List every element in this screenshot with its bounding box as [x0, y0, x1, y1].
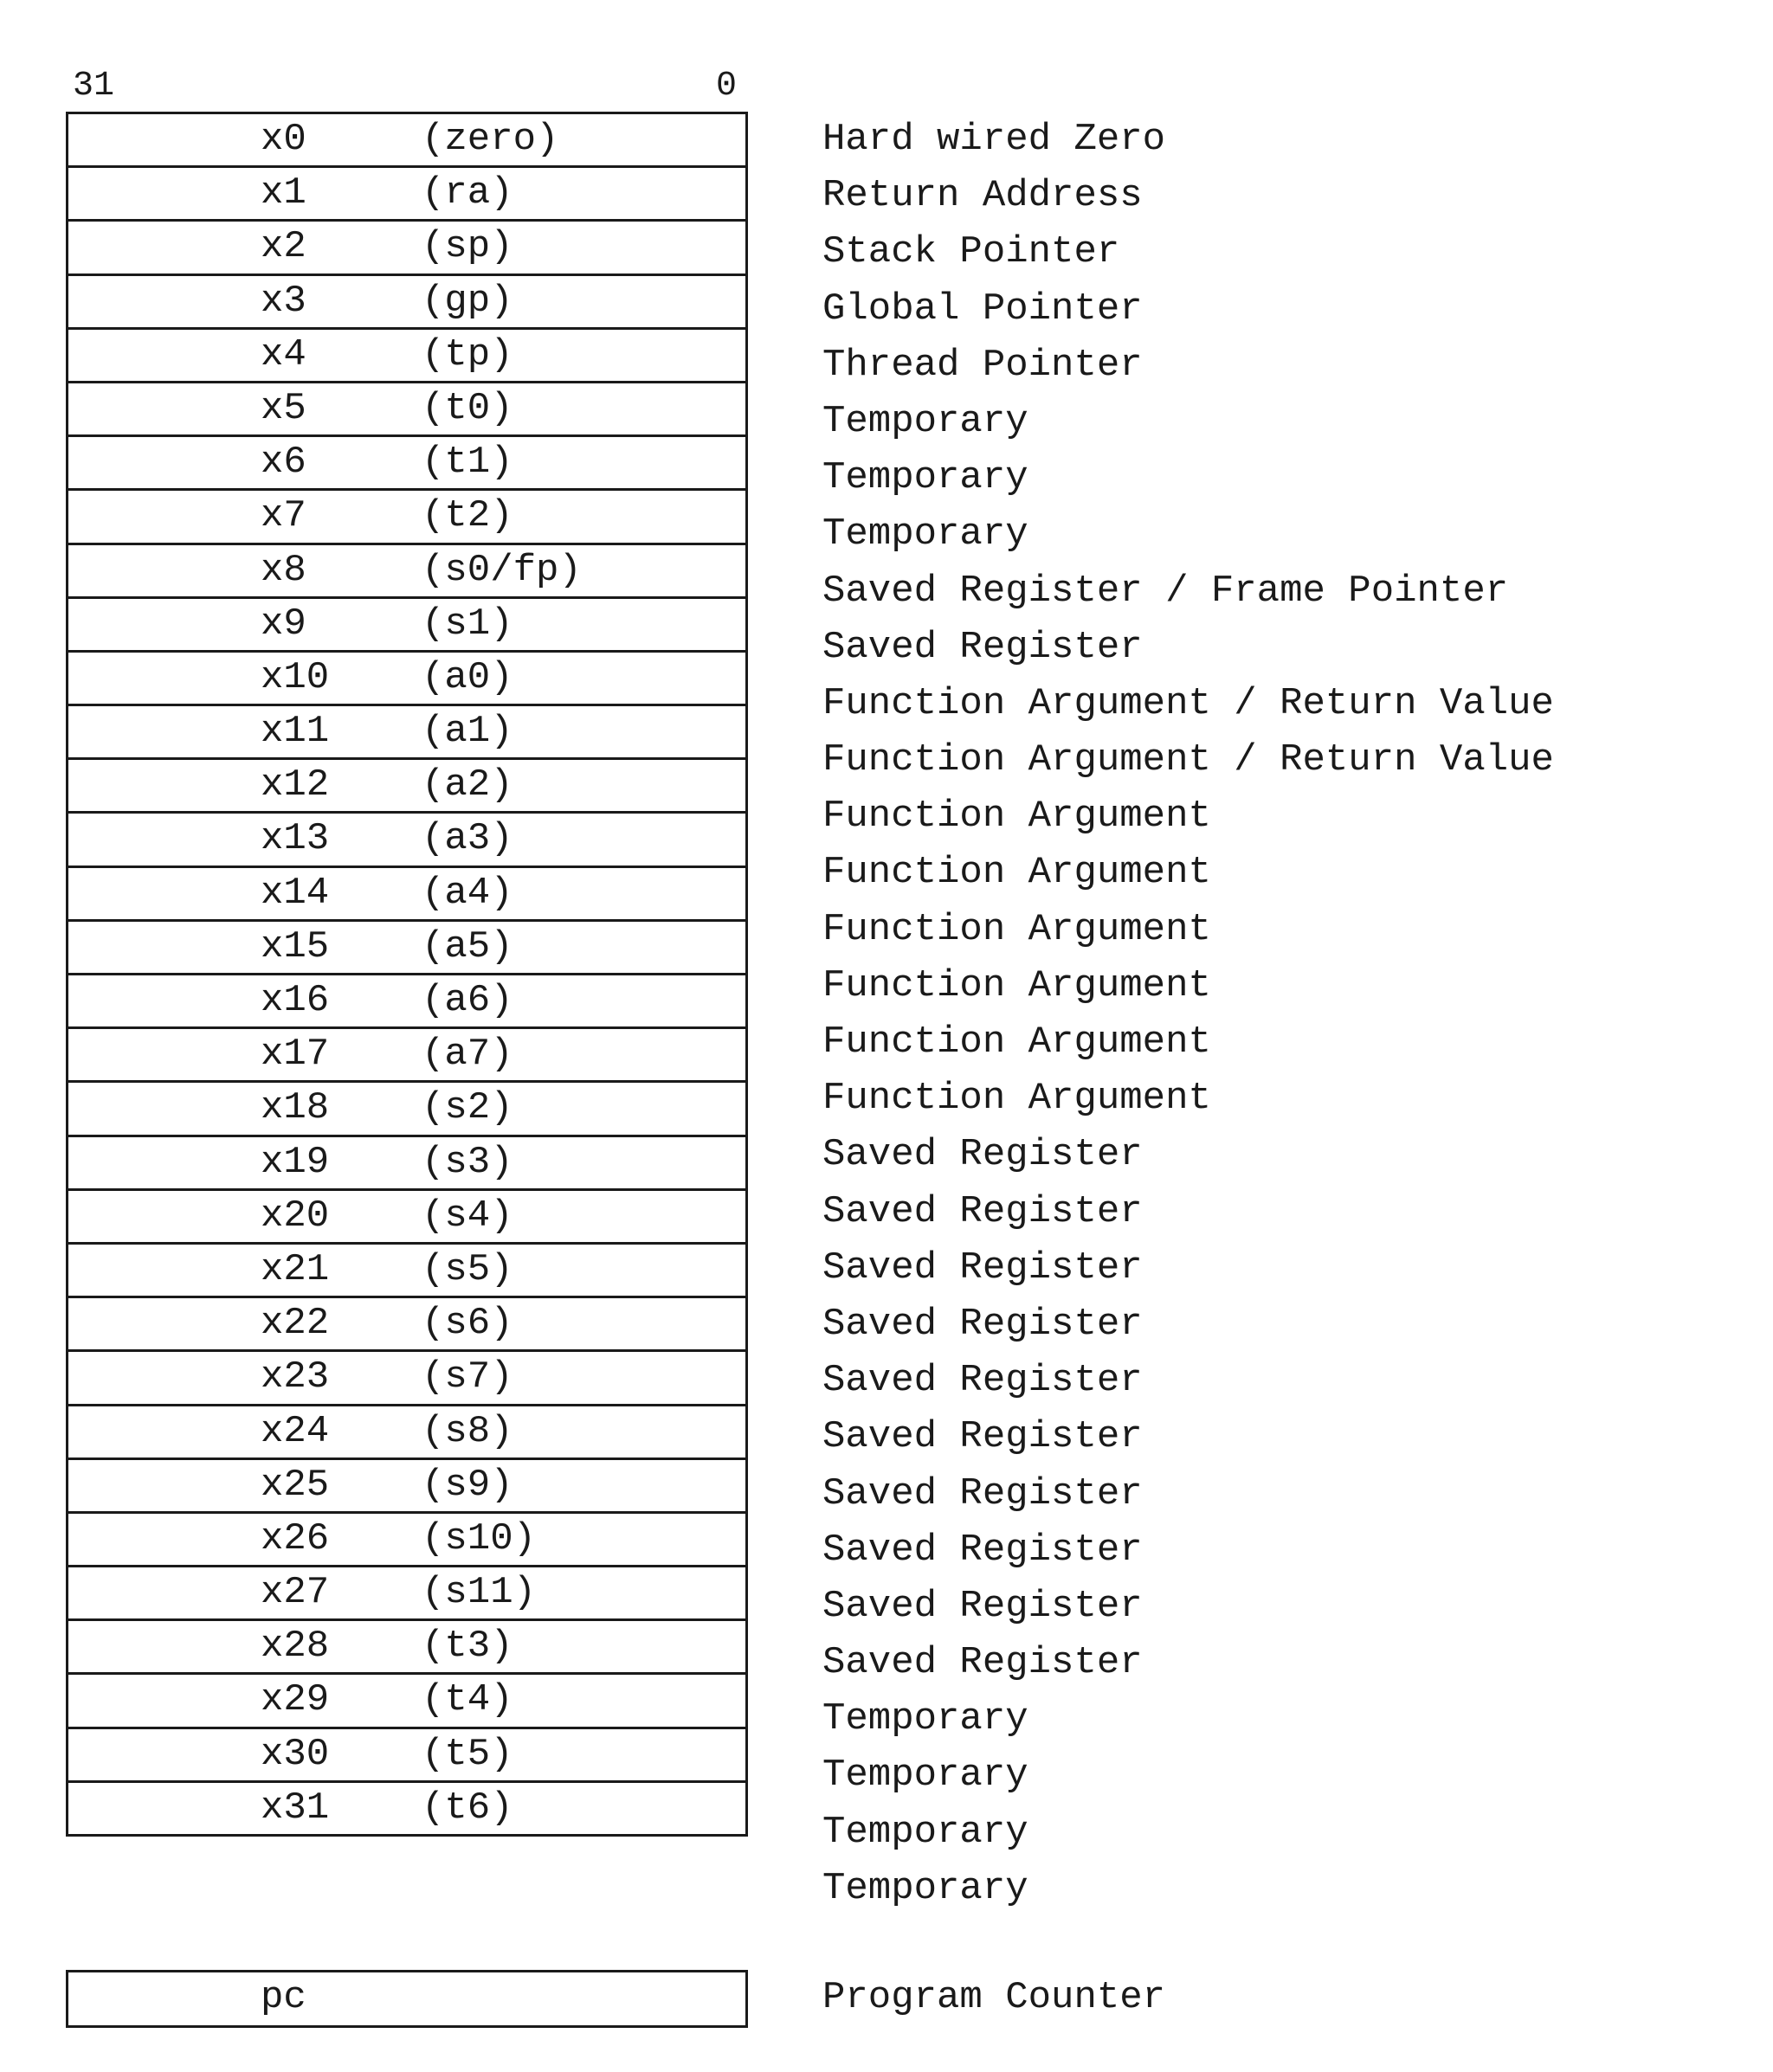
register-row: [66, 1404, 748, 1460]
register-row: [66, 1242, 748, 1298]
register-abi-name: (a0): [422, 655, 513, 699]
register-description: Temporary: [822, 1753, 1028, 1798]
pc-register: [66, 1970, 748, 2028]
register-description: Saved Register: [822, 1641, 1143, 1685]
register-name: x14: [261, 871, 330, 915]
register-description: Global Pointer: [822, 286, 1143, 331]
register-name: x3: [261, 279, 306, 323]
register-description: Temporary: [822, 399, 1028, 443]
register-description: Function Argument: [822, 1077, 1211, 1121]
register-row: [66, 165, 748, 222]
register-row: [66, 1727, 748, 1783]
register-abi-name: (s3): [422, 1140, 513, 1184]
register-name: x24: [261, 1409, 330, 1453]
register-name: x20: [261, 1194, 330, 1238]
register-name: x10: [261, 655, 330, 699]
register-abi-name: (t1): [422, 441, 513, 485]
register-row: [66, 1565, 748, 1621]
register-description: Function Argument: [822, 963, 1211, 1007]
register-name: x18: [261, 1086, 330, 1130]
register-abi-name: (a5): [422, 924, 513, 968]
register-name: x27: [261, 1571, 330, 1615]
register-name: x17: [261, 1033, 330, 1077]
register-name: x2: [261, 225, 306, 269]
register-abi-name: (a6): [422, 979, 513, 1022]
register-description: Saved Register: [822, 1471, 1143, 1515]
register-description: Temporary: [822, 512, 1028, 557]
register-description: Saved Register: [822, 1359, 1143, 1403]
register-name: x22: [261, 1302, 330, 1346]
register-name: x5: [261, 386, 306, 430]
register-name: x8: [261, 548, 306, 592]
register-name: x6: [261, 441, 306, 485]
register-name: x31: [261, 1786, 330, 1830]
register-row: [66, 757, 748, 814]
register-abi-name: (s4): [422, 1194, 513, 1238]
register-description: Saved Register: [822, 1584, 1143, 1628]
register-name: x19: [261, 1140, 330, 1184]
register-description: Temporary: [822, 1697, 1028, 1741]
register-row: [66, 1618, 748, 1675]
register-abi-name: (s9): [422, 1463, 513, 1507]
register-name: x25: [261, 1463, 330, 1507]
register-description: Function Argument: [822, 907, 1211, 951]
register-description: Function Argument: [822, 851, 1211, 895]
register-description: Saved Register: [822, 1302, 1143, 1346]
register-description: Saved Register: [822, 625, 1143, 669]
register-abi-name: (s0/fp): [422, 548, 582, 592]
register-row: [66, 1457, 748, 1514]
register-row: [66, 596, 748, 653]
register-row: [66, 1511, 748, 1567]
register-abi-name: (t5): [422, 1732, 513, 1776]
register-abi-name: (a3): [422, 817, 513, 861]
register-row: [66, 219, 748, 275]
register-abi-name: (s5): [422, 1247, 513, 1291]
register-abi-name: (s6): [422, 1302, 513, 1346]
register-row: [66, 1349, 748, 1406]
register-abi-name: (s1): [422, 602, 513, 646]
register-file: [66, 112, 748, 1837]
register-description: Hard wired Zero: [822, 118, 1166, 161]
register-row: [66, 112, 748, 168]
register-abi-name: (a1): [422, 710, 513, 754]
register-description: Saved Register: [822, 1189, 1143, 1233]
register-name: x15: [261, 924, 330, 968]
register-description: Function Argument / Return Value: [822, 681, 1554, 725]
register-abi-name: (ra): [422, 171, 513, 216]
register-name: x12: [261, 763, 330, 808]
register-row: [66, 543, 748, 599]
register-row: [66, 488, 748, 544]
register-name: x9: [261, 602, 306, 646]
register-description: Return Address: [822, 174, 1143, 218]
register-row: [66, 704, 748, 760]
register-description: Function Argument: [822, 1020, 1211, 1064]
register-description: Thread Pointer: [822, 343, 1143, 387]
register-abi-name: (zero): [422, 118, 559, 161]
bit-label-low: 0: [716, 67, 738, 106]
register-abi-name: (t6): [422, 1786, 513, 1830]
register-row: [66, 919, 748, 975]
register-abi-name: (s7): [422, 1355, 513, 1400]
register-descriptions: [822, 112, 1766, 1917]
register-name: x28: [261, 1625, 330, 1669]
register-abi-name: (t2): [422, 494, 513, 538]
register-abi-name: (s11): [422, 1571, 537, 1615]
register-abi-name: (tp): [422, 332, 513, 376]
pc-register-name: pc: [261, 1976, 306, 2019]
register-description: Temporary: [822, 1810, 1028, 1854]
register-abi-name: (a4): [422, 871, 513, 915]
register-abi-name: (s2): [422, 1086, 513, 1130]
register-description: Stack Pointer: [822, 230, 1120, 274]
register-abi-name: (t3): [422, 1625, 513, 1669]
register-description: Saved Register: [822, 1133, 1143, 1177]
register-abi-name: (a2): [422, 763, 513, 808]
register-row: [66, 1026, 748, 1083]
register-name: x1: [261, 171, 306, 216]
bit-label-high: 31: [73, 67, 115, 106]
register-abi-name: (s10): [422, 1516, 537, 1560]
register-name: x0: [261, 118, 306, 161]
register-description: Saved Register: [822, 1415, 1143, 1459]
register-name: x7: [261, 494, 306, 538]
register-name: x26: [261, 1516, 330, 1560]
register-abi-name: (gp): [422, 279, 513, 323]
register-abi-name: (t4): [422, 1678, 513, 1722]
register-description: Saved Register: [822, 1245, 1143, 1290]
register-row: [66, 865, 748, 922]
register-description: Temporary: [822, 456, 1028, 500]
register-row: [66, 1188, 748, 1245]
register-abi-name: (a7): [422, 1033, 513, 1077]
register-description: Function Argument / Return Value: [822, 738, 1554, 782]
register-description: Saved Register: [822, 1528, 1143, 1572]
register-row: [66, 1135, 748, 1191]
register-abi-name: (t0): [422, 386, 513, 430]
register-row: [66, 1296, 748, 1352]
register-name: x4: [261, 332, 306, 376]
register-name: x13: [261, 817, 330, 861]
register-abi-name: (sp): [422, 225, 513, 269]
register-name: x21: [261, 1247, 330, 1291]
register-row: [66, 811, 748, 867]
register-row: [66, 1080, 748, 1136]
pc-description: Program Counter: [822, 1976, 1166, 2019]
register-abi-name: (s8): [422, 1409, 513, 1453]
register-description: Saved Register / Frame Pointer: [822, 569, 1509, 613]
register-name: x30: [261, 1732, 330, 1776]
register-row: [66, 650, 748, 706]
register-row: [66, 381, 748, 437]
register-row: [66, 327, 748, 383]
register-row: [66, 434, 748, 491]
register-description: Function Argument: [822, 795, 1211, 839]
register-row: [66, 973, 748, 1029]
register-name: x23: [261, 1355, 330, 1400]
register-row: [66, 1780, 748, 1837]
register-name: x16: [261, 979, 330, 1022]
register-row: [66, 273, 748, 330]
register-description: Temporary: [822, 1866, 1028, 1910]
register-row: [66, 1672, 748, 1728]
register-name: x29: [261, 1678, 330, 1722]
register-name: x11: [261, 710, 330, 754]
